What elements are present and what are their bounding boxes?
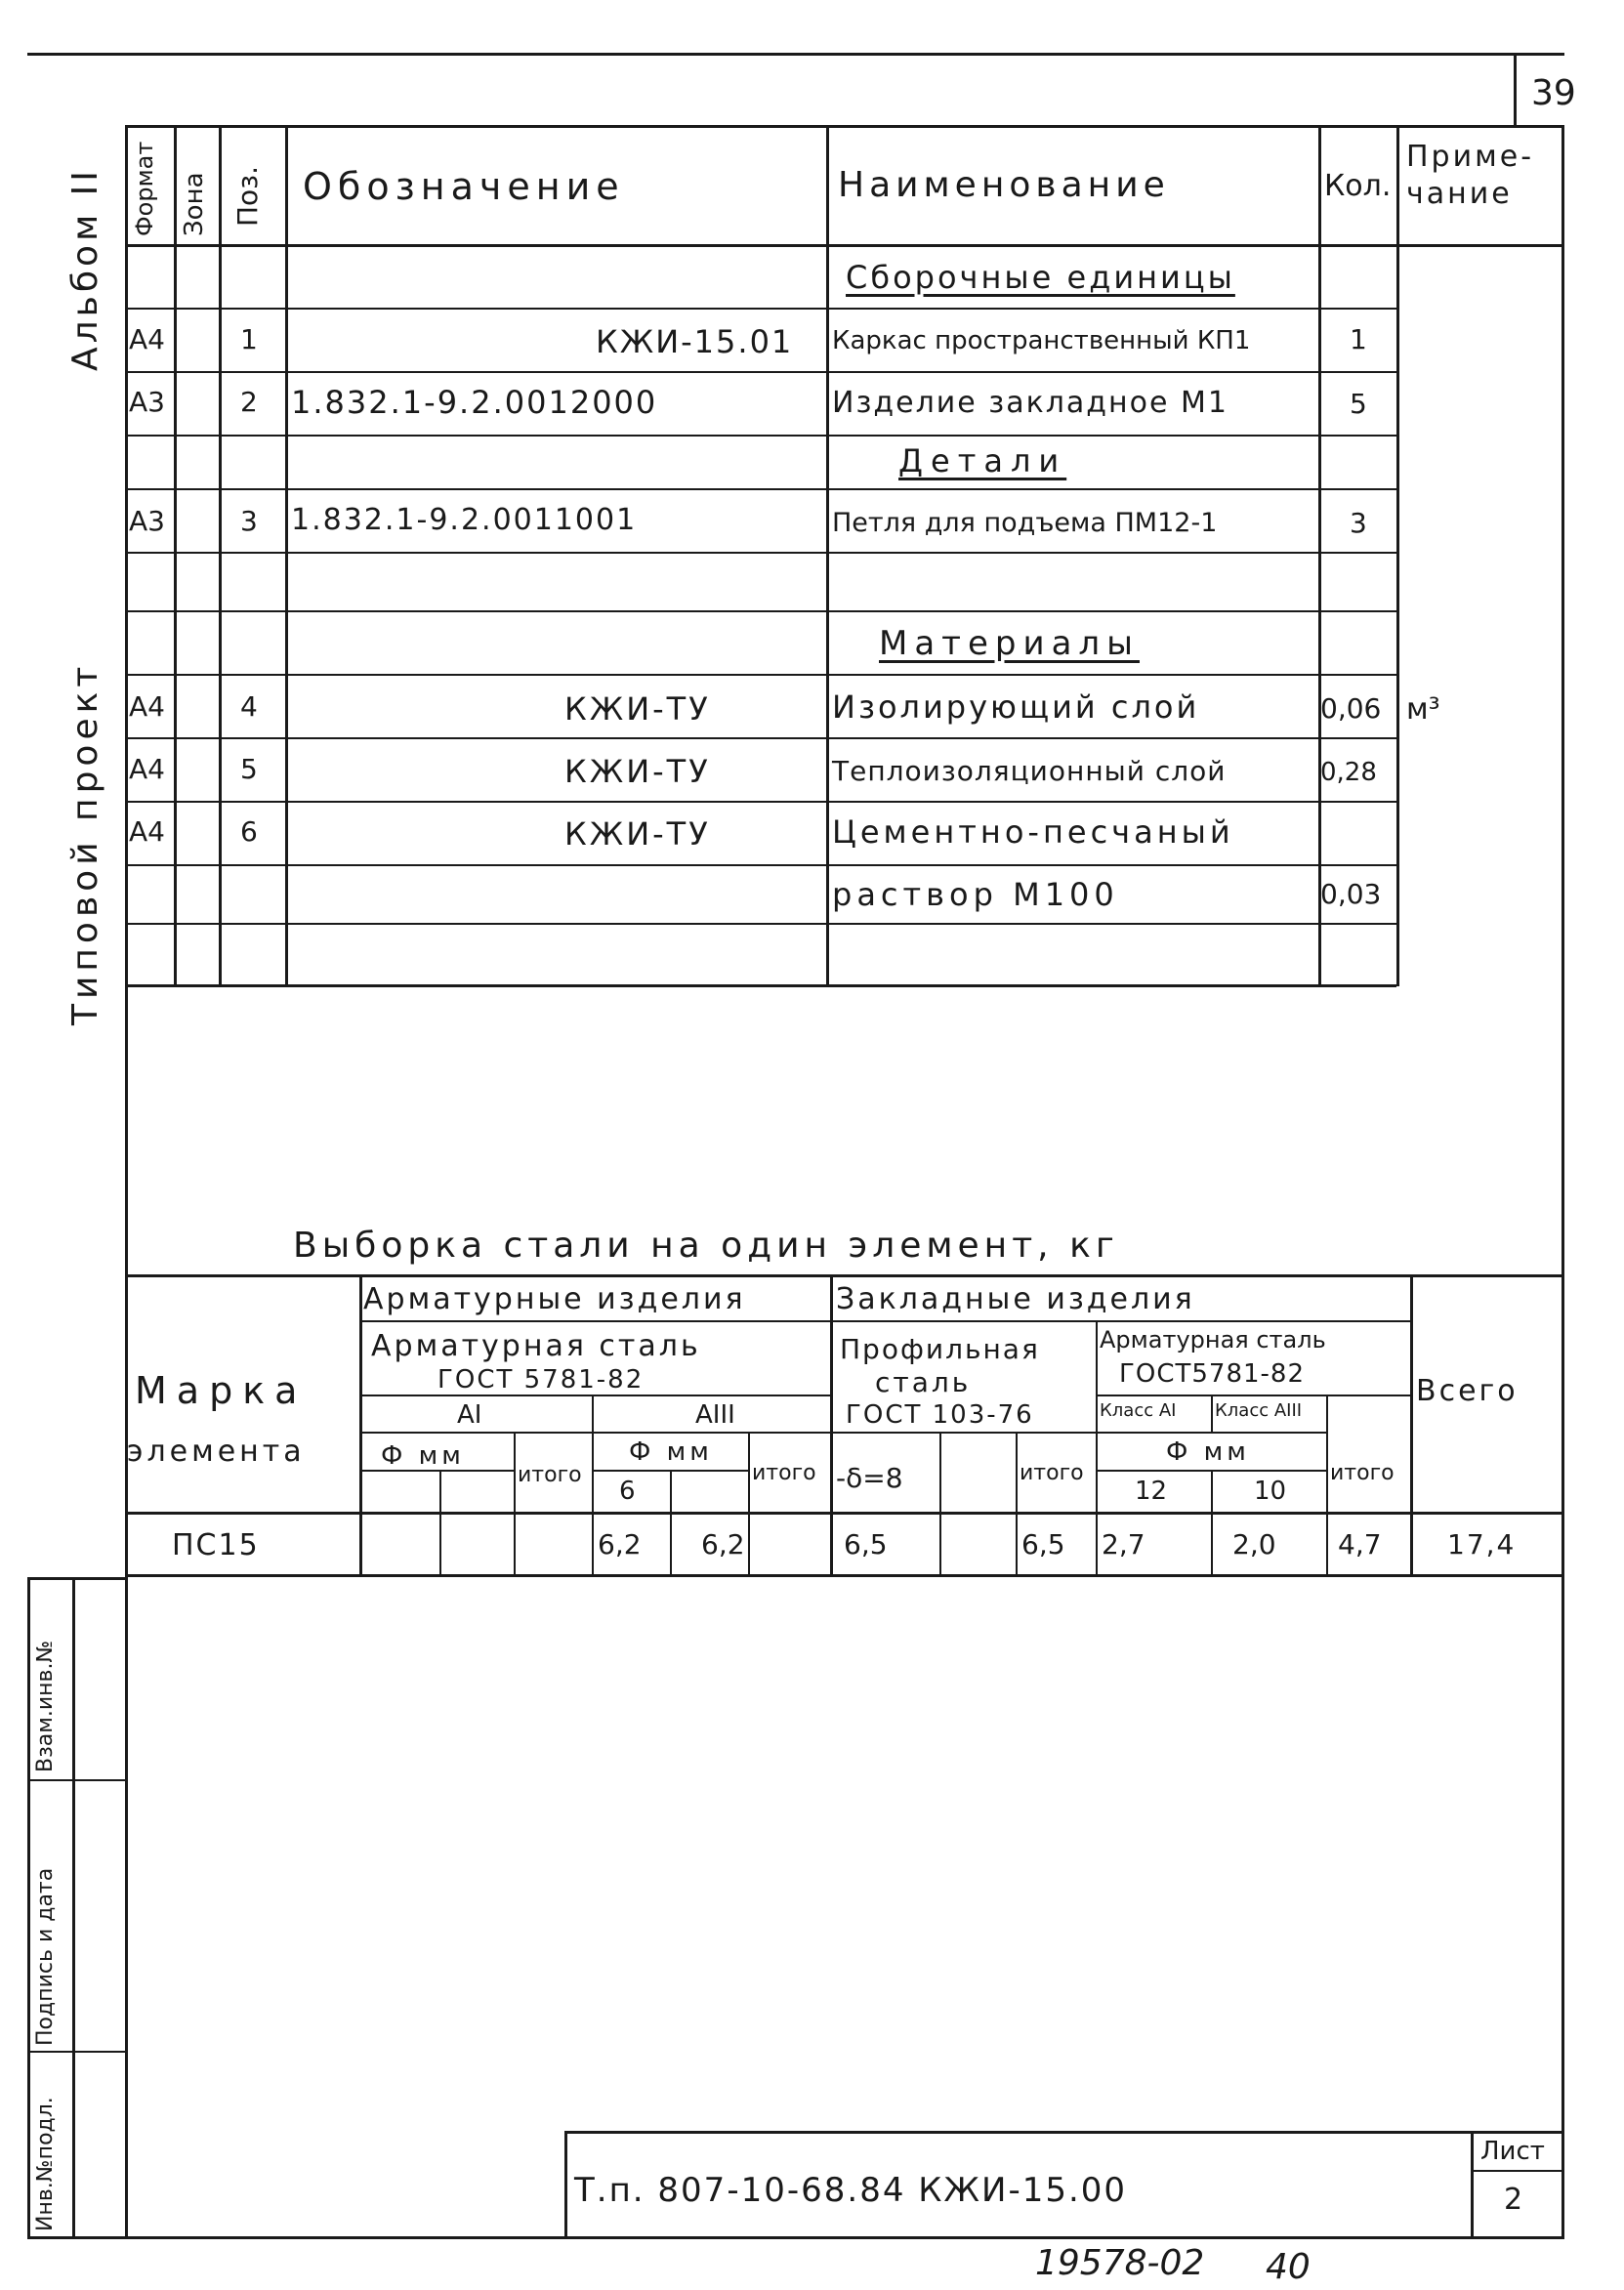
spec-section-title: Материалы [879, 624, 1140, 663]
steel-header-fi-ai: Ф мм [381, 1441, 465, 1471]
spec-cell-qty: 0,28 [1320, 758, 1377, 787]
steel-row-d12: 2,7 [1102, 1528, 1145, 1561]
binding-strip-sep2 [27, 2051, 125, 2053]
stamp-list-divider [1471, 2131, 1474, 2239]
steel-header-vsego: Всего [1416, 1374, 1519, 1408]
spec-col-format [174, 125, 177, 986]
stamp-list-number: 2 [1504, 2183, 1523, 2217]
spec-cell-name: Каркас пространственный КП1 [832, 326, 1251, 355]
steel-line [670, 1470, 672, 1574]
steel-line [1211, 1470, 1213, 1574]
steel-header-itogo-ai: итого [518, 1463, 582, 1487]
spec-cell-designation: КЖИ-15.01 [596, 323, 794, 360]
spec-cell-qty: 0,06 [1320, 692, 1382, 725]
steel-header-itogo-zakl: итого [1330, 1461, 1395, 1485]
spec-cell-format: А4 [129, 690, 165, 723]
binding-strip-left [27, 1577, 30, 2239]
spec-col-zona [219, 125, 222, 986]
steel-line [1096, 1395, 1410, 1396]
steel-row-marka: ПС15 [172, 1528, 260, 1562]
spec-col-designation [826, 125, 829, 986]
steel-line [1096, 1432, 1326, 1434]
spec-cell-pos: 5 [240, 753, 258, 785]
spec-header-zona: Зона [180, 172, 209, 236]
spec-row-line [125, 308, 1396, 310]
spec-header-qty: Кол. [1324, 169, 1392, 203]
binding-strip-divider [72, 1577, 75, 2239]
steel-line [359, 1320, 1410, 1322]
stamp-list-label: Лист [1480, 2137, 1545, 2166]
spec-cell-pos: 2 [240, 386, 258, 418]
steel-header-aiii: АIII [695, 1400, 735, 1430]
spec-cell-designation: 1.832.1-9.2.0011001 [291, 503, 638, 537]
steel-header-arm-stal: Арматурная сталь [371, 1329, 701, 1363]
steel-line [592, 1395, 594, 1574]
spec-cell-pos: 3 [240, 505, 258, 537]
steel-header-gost1: ГОСТ 5781-82 [437, 1365, 645, 1395]
spec-cell-name: Изолирующий слой [832, 688, 1200, 726]
spec-section-title: Детали [898, 442, 1067, 479]
steel-line [359, 1432, 830, 1434]
spec-row-line [125, 552, 1396, 554]
spec-row-line [125, 435, 1396, 437]
steel-line [1211, 1395, 1213, 1432]
binding-strip-top [27, 1577, 125, 1580]
steel-row-vsego: 17,4 [1447, 1528, 1517, 1561]
spec-row-line [125, 923, 1396, 925]
spec-cell-format: А4 [129, 815, 165, 848]
steel-header-fi-aiii: Ф мм [629, 1437, 713, 1467]
spec-row-line [125, 610, 1396, 612]
steel-header-gost2: ГОСТ 103-76 [846, 1400, 1034, 1430]
steel-line [1016, 1432, 1018, 1574]
steel-row-aiii-itogo: 6,2 [701, 1528, 745, 1561]
steel-row-aiii-6: 6,2 [598, 1528, 642, 1561]
spec-cell-format: А3 [129, 505, 165, 537]
spec-bottom-line [125, 984, 1396, 987]
steel-line [439, 1470, 441, 1574]
steel-header-elementa: элемента [127, 1435, 306, 1469]
spec-cell-format: А4 [129, 753, 165, 785]
steel-header-fi-zakl: Ф мм [1166, 1437, 1250, 1467]
steel-line [514, 1432, 516, 1574]
steel-header-klass-aiii: Класс АIII [1215, 1400, 1303, 1421]
spec-header-note: Приме- чание [1406, 140, 1535, 211]
spec-header-pos: Поз. [231, 166, 264, 227]
spec-cell-note: м³ [1406, 692, 1440, 727]
spec-row-line [125, 864, 1396, 866]
spec-cell-name: Петля для подъема ПМ12-1 [832, 508, 1218, 538]
spec-cell-qty: 0,03 [1320, 878, 1382, 910]
steel-header-itogo-prof: итого [1020, 1461, 1084, 1485]
steel-row-bottom [125, 1574, 1564, 1577]
stamp-left-line [564, 2131, 567, 2239]
spec-cell-name: Цементно-песчаный [832, 813, 1234, 851]
steel-header-ai: АI [457, 1400, 482, 1430]
page-number: 39 [1531, 73, 1576, 113]
steel-line [830, 1432, 1096, 1434]
steel-row-prof: 6,5 [844, 1528, 888, 1561]
spec-cell-pos: 6 [240, 815, 258, 848]
spec-cell-pos: 1 [240, 323, 258, 355]
steel-row-prof-itogo: 6,5 [1021, 1528, 1065, 1561]
spec-header-line [125, 244, 1564, 247]
steel-header-d6: 6 [619, 1477, 636, 1506]
steel-line [939, 1432, 941, 1574]
spec-cell-format: А4 [129, 323, 165, 355]
steel-header-delta: -δ=8 [836, 1462, 903, 1494]
steel-table-title: Выборка стали на один элемент, кг [293, 1226, 1119, 1266]
steel-top-line [125, 1274, 1564, 1277]
drawing-frame [125, 125, 1564, 2239]
spec-row-line [125, 737, 1396, 739]
binding-inv-label: Инв.№подл. [33, 2097, 58, 2231]
spec-cell-qty: 1 [1350, 323, 1367, 355]
footer-code: 19578-02 [1035, 2243, 1205, 2283]
steel-row-d10: 2,0 [1232, 1528, 1276, 1561]
spec-cell-designation: КЖИ-ТУ [564, 753, 711, 790]
spec-header-format: Формат [131, 141, 158, 236]
steel-header-arm-stal2: Арматурная сталь [1100, 1326, 1326, 1353]
top-rule [27, 53, 1564, 56]
steel-header-bottom [125, 1512, 1564, 1515]
spec-row-line [125, 488, 1396, 490]
margin-project-label: Типовой проект [65, 661, 105, 1025]
binding-vzam-label: Взам.инв.№ [33, 1640, 58, 1772]
steel-header-zakl-izd: Закладные изделия [836, 1282, 1195, 1316]
spec-col-pos [285, 125, 288, 986]
footer-number: 40 [1266, 2247, 1311, 2287]
spec-section-title: Сборочные единицы [846, 259, 1235, 296]
spec-cell-qty: 5 [1350, 388, 1367, 420]
spec-cell-pos: 4 [240, 690, 258, 723]
stamp-top-line [564, 2131, 1564, 2134]
spec-cell-name: Изделие закладное М1 [832, 386, 1228, 420]
spec-row-line [125, 801, 1396, 803]
steel-line [748, 1432, 750, 1574]
binding-strip-bottom [27, 2236, 125, 2239]
steel-row-zakl-itogo: 4,7 [1338, 1528, 1382, 1561]
steel-header-d12: 12 [1135, 1477, 1168, 1506]
spec-cell-designation: КЖИ-ТУ [564, 815, 711, 853]
stamp-list-line [1471, 2170, 1564, 2172]
spec-cell-qty: 3 [1350, 507, 1367, 539]
spec-cell-designation: 1.832.1-9.2.0012000 [291, 384, 658, 421]
binding-podpis-label: Подпись и дата [33, 1867, 58, 2046]
spec-col-qty [1396, 125, 1399, 986]
stamp-designation: Т.п. 807-10-68.84 КЖИ-15.00 [574, 2171, 1128, 2210]
spec-cell-designation: КЖИ-ТУ [564, 690, 711, 728]
steel-line [1326, 1395, 1328, 1574]
spec-col-name [1318, 125, 1321, 986]
steel-header-marka: Марка [135, 1369, 308, 1412]
binding-strip-sep1 [27, 1779, 125, 1781]
steel-col-zakl-end [1410, 1274, 1413, 1574]
spec-row-line [125, 371, 1396, 373]
spec-cell-name: раствор М100 [832, 876, 1119, 913]
steel-line [1096, 1320, 1098, 1574]
steel-header-d10: 10 [1254, 1477, 1287, 1506]
steel-header-gost3: ГОСТ5781-82 [1119, 1359, 1305, 1389]
steel-header-stal: сталь [875, 1366, 972, 1398]
spec-cell-name: Теплоизоляционный слой [832, 755, 1227, 787]
spec-row-line [125, 674, 1396, 676]
steel-header-prof: Профильная [840, 1333, 1040, 1365]
spec-cell-format: А3 [129, 386, 165, 418]
steel-header-itogo-aiii: итого [752, 1461, 816, 1485]
steel-line [359, 1395, 830, 1396]
margin-album-label: Альбом II [65, 167, 105, 371]
page-number-divider [1514, 53, 1517, 127]
spec-header-designation: Обозначение [303, 165, 625, 208]
steel-header-klass-ai: Класс АI [1100, 1400, 1177, 1421]
spec-header-name: Наименование [838, 165, 1170, 205]
steel-header-arm-izd: Арматурные изделия [363, 1282, 746, 1316]
